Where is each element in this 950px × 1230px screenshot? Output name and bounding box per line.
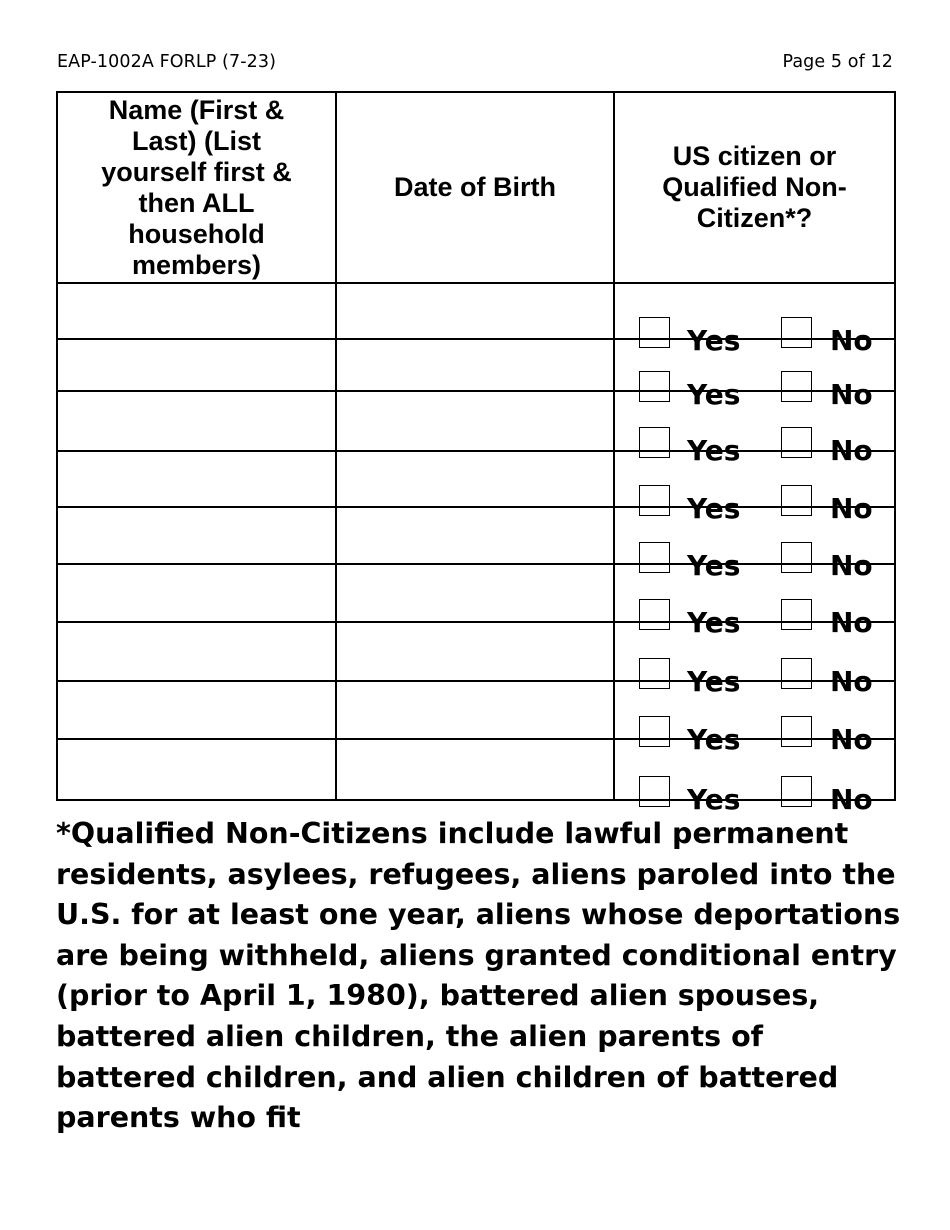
yes-checkbox[interactable] (639, 658, 670, 689)
no-option (781, 371, 873, 411)
date-of-birth-cell[interactable] (336, 622, 614, 681)
name-cell[interactable] (57, 339, 336, 391)
no-label: No (830, 782, 873, 816)
table-row (57, 564, 895, 622)
no-label: No (830, 434, 873, 467)
table-row (57, 622, 895, 681)
name-cell[interactable] (57, 622, 336, 681)
no-label: No (830, 606, 873, 639)
yes-option (639, 716, 741, 756)
household-citizenship-table (56, 91, 896, 816)
name-cell[interactable] (57, 681, 336, 739)
date-of-birth-cell[interactable] (336, 564, 614, 622)
no-option (781, 599, 873, 639)
yes-checkbox[interactable] (639, 371, 670, 402)
yes-checkbox[interactable] (639, 599, 670, 630)
yes-label: Yes (687, 723, 741, 756)
date-of-birth-cell[interactable] (336, 507, 614, 564)
table-row (57, 283, 895, 339)
table-row (57, 391, 895, 451)
yes-label: Yes (687, 782, 741, 816)
name-cell[interactable] (57, 283, 336, 339)
yes-label: Yes (687, 378, 741, 411)
no-checkbox[interactable] (781, 776, 812, 807)
date-of-birth-cell[interactable] (336, 451, 614, 507)
column-header-name: Name (First & Last) (List yourself first & then ALL household members) (57, 92, 336, 283)
table-row (57, 507, 895, 564)
name-cell[interactable] (57, 739, 336, 800)
table-row (57, 339, 895, 391)
date-of-birth-cell[interactable] (336, 339, 614, 391)
no-option (781, 542, 873, 582)
yes-label: Yes (687, 548, 741, 582)
yes-option (639, 371, 741, 411)
no-checkbox[interactable] (781, 599, 812, 630)
no-checkbox[interactable] (781, 658, 812, 689)
no-checkbox[interactable] (781, 485, 812, 516)
yes-label: Yes (687, 606, 741, 639)
date-of-birth-cell[interactable] (336, 739, 614, 800)
yes-option (639, 542, 741, 582)
no-label: No (830, 324, 873, 357)
date-of-birth-cell[interactable] (336, 681, 614, 739)
no-label: No (830, 492, 873, 525)
no-checkbox[interactable] (781, 716, 812, 747)
no-label: No (830, 548, 873, 582)
no-label: No (830, 664, 873, 698)
yes-option (639, 658, 741, 698)
yes-label: Yes (687, 664, 741, 698)
column-header-citizenship: US citizen or Qualified Non-Citizen*? (614, 92, 895, 283)
column-header-date-of-birth: Date of Birth (336, 92, 614, 283)
name-cell[interactable] (57, 507, 336, 564)
yes-checkbox[interactable] (639, 427, 670, 458)
no-option (781, 716, 873, 756)
yes-checkbox[interactable] (639, 716, 670, 747)
no-checkbox[interactable] (781, 317, 812, 348)
citizenship-cell (614, 283, 895, 357)
no-option (781, 427, 873, 467)
no-label: No (830, 378, 873, 411)
yes-option (639, 485, 741, 525)
no-option (781, 485, 873, 525)
table-header-row (57, 92, 895, 283)
yes-label: Yes (687, 324, 741, 357)
no-checkbox[interactable] (781, 371, 812, 402)
name-cell[interactable] (57, 564, 336, 622)
date-of-birth-cell[interactable] (336, 391, 614, 451)
no-option (781, 317, 873, 357)
no-checkbox[interactable] (781, 427, 812, 458)
yes-option (639, 427, 741, 467)
yes-checkbox[interactable] (639, 776, 670, 807)
date-of-birth-cell[interactable] (336, 283, 614, 339)
no-label: No (830, 723, 873, 756)
table-row (57, 681, 895, 739)
page-number: Page 5 of 12 (782, 52, 893, 72)
table-row (57, 739, 895, 800)
name-cell[interactable] (57, 451, 336, 507)
yes-label: Yes (687, 492, 741, 525)
yes-label: Yes (687, 434, 741, 467)
yes-option (639, 317, 741, 357)
no-option (781, 658, 873, 698)
no-checkbox[interactable] (781, 542, 812, 573)
yes-option (639, 599, 741, 639)
no-option (781, 776, 873, 816)
yes-option (639, 776, 741, 816)
table-row (57, 451, 895, 507)
yes-checkbox[interactable] (639, 485, 670, 516)
form-id: EAP-1002A FORLP (7-23) (57, 52, 277, 72)
yes-checkbox[interactable] (639, 317, 670, 348)
yes-checkbox[interactable] (639, 542, 670, 573)
qualified-non-citizen-footnote: *Qualified Non-Citizens include lawful permanent residents, asylees, refugees, aliens paroled into the U.S. for at least one year, aliens whose deportations are being withheld, aliens granted conditional entry (prior to April 1, 1980), battered alien spouses, battered alien children, the alien parents of battered children, and alien children of battered parents who fit (56, 817, 901, 1135)
name-cell[interactable] (57, 391, 336, 451)
